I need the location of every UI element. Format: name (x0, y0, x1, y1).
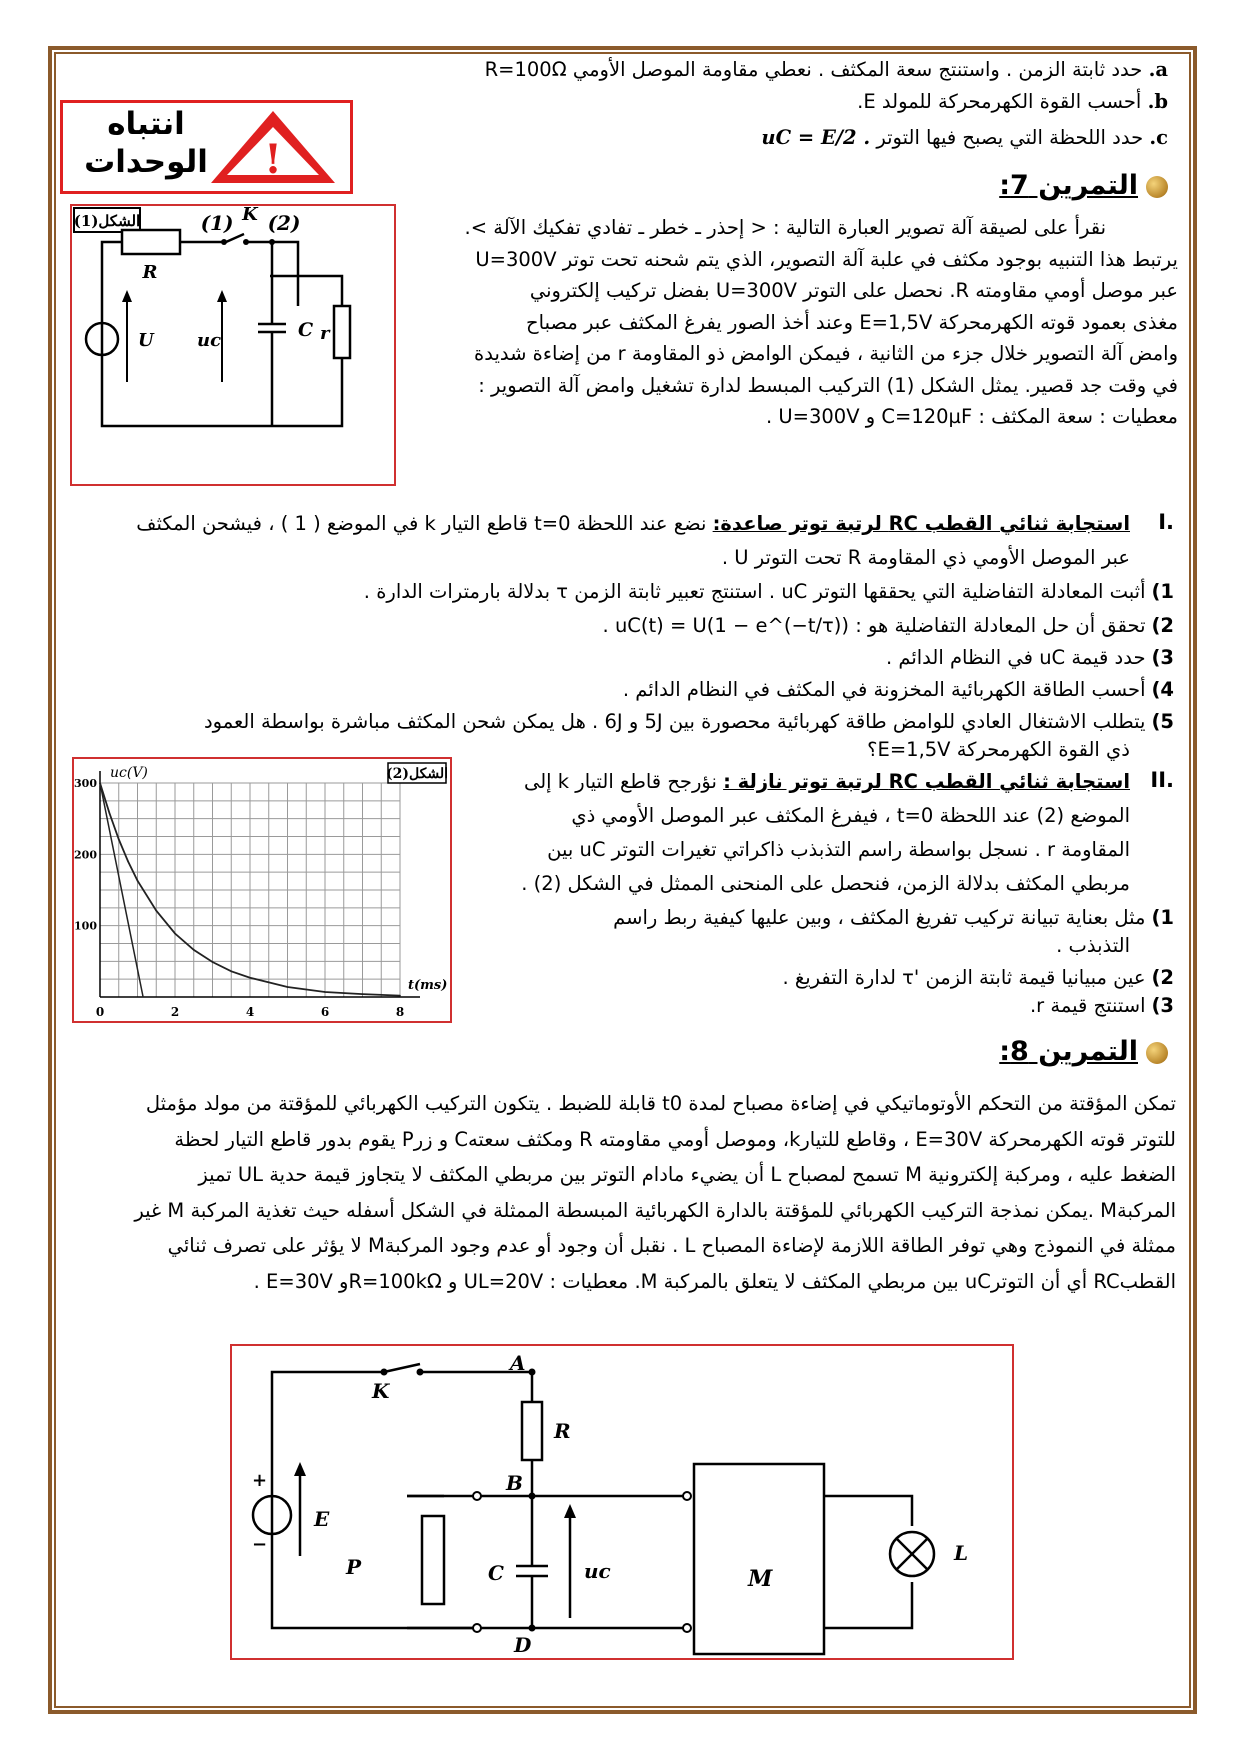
y-tick-label: 300 (74, 777, 97, 790)
svg-text:P: P (346, 1555, 362, 1579)
part-I-q5-cont: ذي القوة الكهرمحركة E=1,5V؟ (867, 738, 1130, 761)
exercise-7-intro: نقرأ على لصيقة آلة تصوير العبارة التالية : < إحذر ـ خطر ـ تفادي تفكيك الآلة >. يرتبط هذا التنبيه بوجود مكثف في علبة آلة التصوير، الذي يتم شحنه تحت توتر U=300V عبر موصل أومي مقاومته R. نحصل على التوتر U=300V بفضل تركيب إلكتروني مغذى بعمود قوته الكهرمحركة E=1,5V وعند أخذ الصور يفرغ المكثف عبر مصباح وامض آلة التصوير خلال جزء من الثانية ، فيمكن الوامض ذو المقاومة r من إضاءة شديدة في وقت جد قصير. يمثل الشكل (1) التركيب المبسط لدارة تشغيل وامض آلة التصوير : معطيات : سعة المكثف : C=120µF و U=300V . (464, 216, 1178, 428)
exercise-7-title: التمرين 7: (999, 170, 1168, 201)
svg-text:D: D (514, 1633, 532, 1657)
part-I-q5: 5)يتطلب الاشتغال العادي للوامض طاقة كهربائية محصورة بين 5J و 6J . هل يمكن شحن المكثف مباشرة بواسطة العمود (203, 710, 1174, 733)
curve-point (127, 861, 129, 863)
svg-text:U: U (138, 330, 154, 351)
curve-point (287, 986, 289, 988)
exercise-8-title: التمرين 8: (999, 1036, 1168, 1067)
svg-text:−: − (252, 1534, 268, 1555)
curve-point (399, 995, 401, 997)
part-I-q4: 4)أحسب الطاقة الكهربائية المخزونة في المكثف في النظام الدائم . (622, 678, 1174, 701)
bullet-icon (1146, 176, 1168, 198)
curve-point (193, 949, 195, 951)
svg-text:(2): (2) (267, 211, 301, 235)
svg-text:B: B (506, 1471, 523, 1495)
curve-point (324, 991, 326, 993)
part-II-number: II. (1150, 768, 1174, 792)
svg-text:M: M (748, 1566, 773, 1592)
part-II-line4: مربطي المكثف بدلالة الزمن، فنحصل على المنحنى الممثل في الشكل (2) . (521, 872, 1130, 895)
svg-text:K: K (242, 206, 258, 225)
part-I-q3: 3)حدد قيمة uC في النظام الدائم . (885, 646, 1174, 669)
module-M (694, 1464, 824, 1654)
svg-text:C: C (488, 1561, 504, 1585)
svg-text:L: L (954, 1541, 969, 1565)
svg-text:E: E (314, 1507, 330, 1531)
part-I-number: I. (1158, 510, 1174, 534)
part-II-heading: استجابة ثنائي القطب RC لرتبة توتر نازلة : نؤرجح قاطع التيار k إلى (523, 770, 1130, 793)
curve-point (109, 812, 111, 814)
curve-point (137, 880, 139, 882)
svg-text:C: C (298, 319, 314, 341)
curve-point (174, 933, 176, 935)
exercise-8-text: تمكن المؤقتة من التحكم الأوتوماتيكي في إضاءة مصباح لمدة t0 قابلة للضبط . يتكون التركيب الكهربائي للمؤقتة من مولد مؤمثل للتوتر قوته الكهرمحركة E=30V ، وقاطع للتيارk، وموصل أومي مقاومته R ومكثف سعتهC و زرP يقوم بدور قاطع التيار لحظة الضغط عليه ، ومركبة إلكترونية M تسمح لمصباح L أن يضيء مادام التوتر بين مربطي المكثف لا يتجاوز قيمة حدية UL تميز المركبةM .يمكن نمذجة التركيب الكهربائي للمؤقتة بالدارة الكهربائية المبسطة الممثلة في الشكل أسفله حيث تغذية المركبة M غير ممثلة في النموذج وهي توفر الطاقة اللازمة لإضاءة المصباح L . نقبل أن وجود أو عدم وجود المركبةM لا يؤثر على تصرف ثنائي القطبRC أي أن التوترuC بين مربطي المكثف لا يتعلق بالمركبة M. معطيات : UL=20V و R=100kΩو E=30V . (134, 1092, 1176, 1293)
part-II-q1-cont: التذبذب . (1056, 934, 1130, 957)
warning-line1: انتباه (107, 106, 185, 142)
svg-text:+: + (252, 1470, 268, 1491)
resistor-r (334, 306, 350, 358)
x-tick-label: 4 (245, 1005, 255, 1019)
question-c: c. حدد اللحظة التي يصبح فيها التوتر uC = E/2 . (761, 126, 1168, 149)
bullet-icon (1146, 1042, 1168, 1064)
curve-point (249, 977, 251, 979)
warning-symbol: ! (264, 136, 282, 183)
curve-point (362, 993, 364, 995)
svg-text:r: r (320, 323, 330, 344)
part-II-q3: 3)استنتج قيمة r. (1029, 994, 1174, 1017)
resistor-R (522, 1402, 542, 1460)
part-II-q2: 2)عين مبيانيا قيمة ثابتة الزمن 'τ لدارة التفريغ . (782, 966, 1174, 989)
curve-point (118, 839, 120, 841)
svg-text:R: R (554, 1419, 571, 1443)
svg-text:K: K (372, 1379, 390, 1403)
figure-1 (70, 204, 396, 486)
x-tick-label: 6 (320, 1005, 330, 1019)
x-tick-label: 8 (395, 1005, 405, 1019)
curve-point (212, 961, 214, 963)
part-I-line2: عبر الموصل الأومي ذي المقاومة R تحت التوتر U . (721, 546, 1130, 569)
x-tick-label: 0 (95, 1005, 105, 1019)
question-a: a. حدد ثابتة الزمن . واستنتج سعة المكثف . نعطي مقاومة الموصل الأومي R=100Ω (484, 58, 1168, 81)
svg-text:R: R (142, 262, 158, 283)
x-tick-label: 2 (170, 1005, 180, 1019)
units-warning-sign (60, 100, 353, 194)
tangent-point (142, 996, 144, 998)
figure-1-caption: الشكل(1) (73, 212, 141, 230)
push-button-P (422, 1516, 444, 1604)
curve-point (155, 910, 157, 912)
part-I-q2: 2)تحقق أن حل المعادلة التفاضلية هو : uC(t) = U(1 − e^(−t/τ)) . (602, 614, 1174, 637)
part-II-q1: 1)مثل بعناية تبيانة تركيب تفريغ المكثف ، وبين عليها كيفية ربط راسم (613, 906, 1174, 929)
warning-line2: الوحدات (84, 144, 208, 180)
svg-text:(1): (1) (200, 211, 234, 235)
part-I-q1: 1)أثبت المعادلة التفاضلية التي يحققها التوتر uC . استنتج تعبير ثابتة الزمن τ بدلالة بارمترات الدارة . (363, 580, 1174, 603)
y-tick-label: 200 (74, 848, 97, 862)
part-II-line3: المقاومة r . نسجل بواسطة راسم التذبذب ذاكراتي تغيرات التوتر uC بين (547, 838, 1130, 861)
svg-text:uc: uc (584, 1559, 611, 1583)
question-b: b. أحسب القوة الكهرمحركة للمولد E. (857, 90, 1168, 113)
y-tick-label: 100 (74, 919, 97, 933)
chart-title: الشكل(2) (386, 766, 448, 782)
part-II-line2: الموضع (2) عند اللحظة t=0 ، فيفرغ المكثف عبر الموصل الأومي ذي (571, 804, 1130, 827)
tangent-point (99, 782, 101, 784)
svg-text:A: A (510, 1351, 526, 1375)
figure-2-chart (72, 757, 452, 1023)
svg-text:uc: uc (197, 330, 222, 351)
chart-xlabel: t(ms) (408, 978, 448, 993)
figure-3-timer-circuit (230, 1344, 1014, 1660)
part-I-heading: استجابة ثنائي القطب RC لرتبة توتر صاعدة: نضع عند اللحظة t=0 قاطع التيار k في الموضع ( 1 ) ، فيشحن المكثف (136, 512, 1130, 535)
chart-ylabel: uc(V) (110, 765, 148, 781)
curve-point (230, 971, 232, 973)
resistor-R (122, 230, 180, 254)
